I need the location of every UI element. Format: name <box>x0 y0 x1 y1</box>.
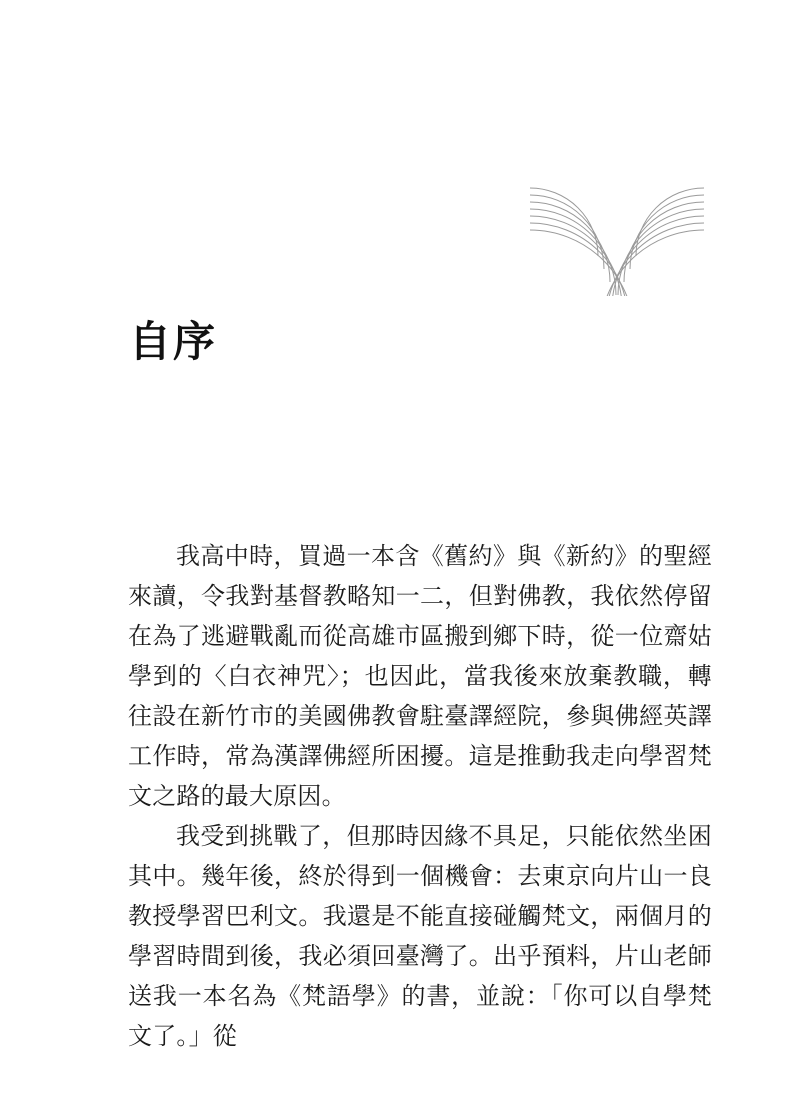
body-text <box>128 536 712 1056</box>
ornament-arc-left <box>530 216 622 296</box>
page-title: 自序 <box>129 317 218 366</box>
ornament-arc-right <box>612 216 704 296</box>
paragraph-1: 我高中時，買過一本含《舊約》與《新約》的聖經來讀，令我對基督教略知一二，但對佛教，我依然停留在為了逃避戰亂而從高雄市區搬到鄉下時，從一位齋姑學到的〈白衣神咒〉；也因此，當我後來放棄教職，轉往設在新竹市的美國佛教會駐臺譯經院，參與佛經英譯工作時，常為漢譯佛經所困擾。這是推動我走向學習梵文之路的最大原因。 <box>128 542 712 810</box>
paragraph-2: 我受到挑戰了，但那時因緣不具足，只能依然坐困其中。幾年後，終於得到一個機會：去東京向片山一良教授學習巴利文。我還是不能直接碰觸梵文，兩個月的學習時間到後，我必須回臺灣了。出乎預料，片山老師送我一本名為《梵語學》的書，並說：「你可以自學梵文了。」從 <box>128 822 712 1050</box>
arc-lines-ornament-icon <box>528 184 706 296</box>
